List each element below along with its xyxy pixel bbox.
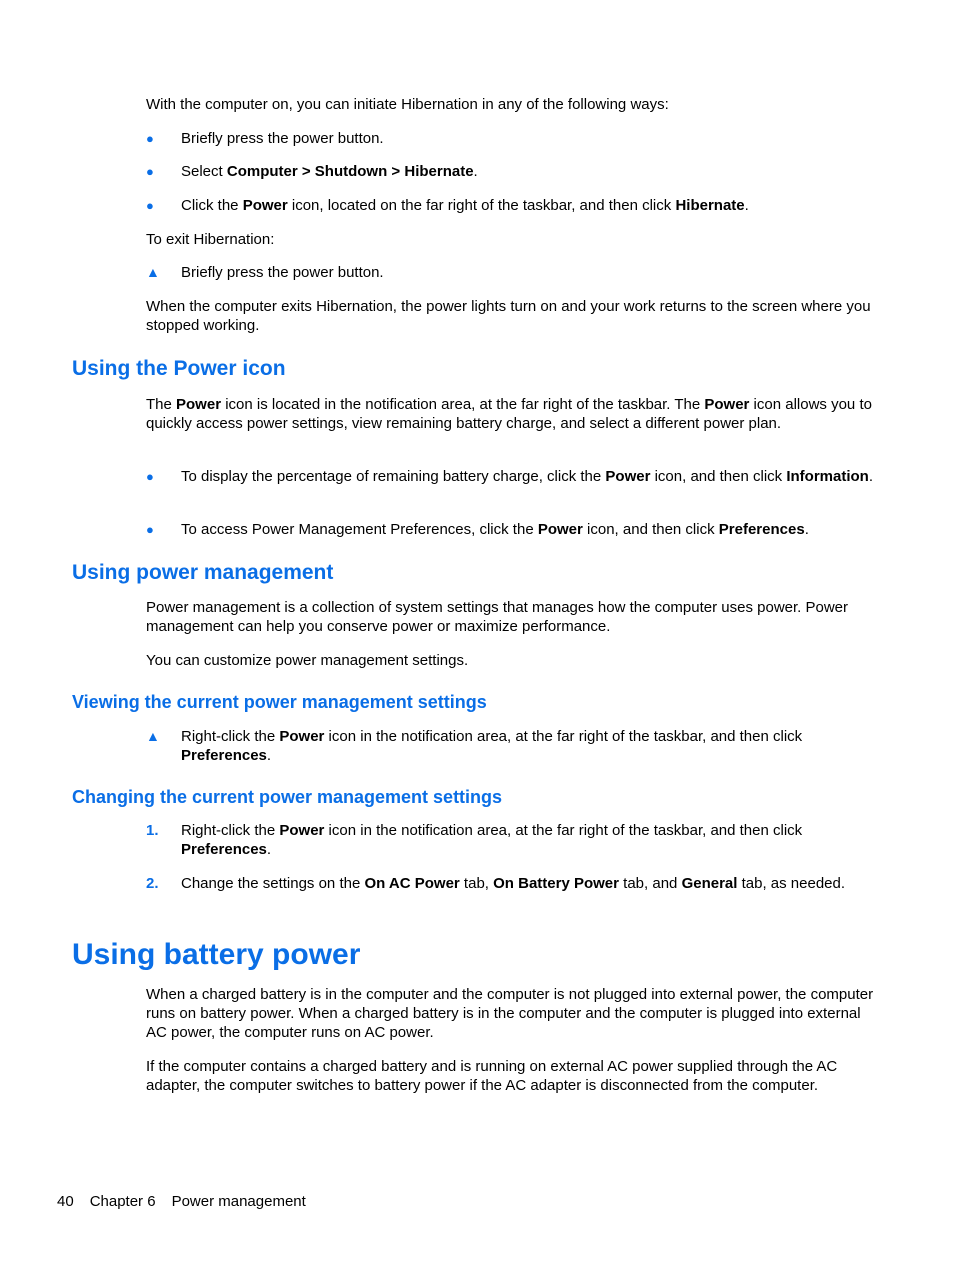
step-text: Right-click the Power icon in the notification area, at the far right of the taskbar, and then click Preferences.	[181, 822, 803, 858]
exit-result-paragraph: When the computer exits Hibernation, the power lights turn on and your work returns to the screen where you stopped working.	[146, 298, 871, 334]
exit-intro: To exit Hibernation:	[146, 231, 275, 248]
bullet-marker: ●	[146, 164, 154, 179]
list-item-text: To access Power Management Preferences, click the Power icon, and then click Preferences.	[181, 521, 809, 538]
list-item-text: Click the Power icon, located on the far right of the taskbar, and then click Hibernate.	[181, 197, 749, 214]
subsection-heading-changing: Changing the current power management settings	[72, 787, 503, 807]
list-item-text: Select Computer > Shutdown > Hibernate.	[181, 163, 478, 180]
power-management-paragraph: Power management is a collection of system settings that manages how the computer uses power. Power management can help you conserve power or maximize performance.	[146, 599, 849, 635]
bullet-marker: ●	[146, 131, 154, 146]
chapter-heading-battery-power: Using battery power	[72, 938, 361, 971]
battery-paragraph-2: If the computer contains a charged battery and is running on external AC power supplied through the AC adapter, the computer switches to battery power if the AC adapter is disconnected from the computer.	[146, 1058, 838, 1094]
footer-chapter-title: Power management	[171, 1193, 306, 1210]
bullet-marker: ●	[146, 522, 154, 537]
page-number: 40	[57, 1193, 74, 1210]
page-footer	[57, 1192, 322, 1211]
intro-paragraph: With the computer on, you can initiate Hibernation in any of the following ways:	[146, 96, 669, 113]
step-number: 1.	[146, 822, 159, 839]
list-item-text: To display the percentage of remaining battery charge, click the Power icon, and then click Information.	[181, 468, 874, 485]
battery-paragraph-1: When a charged battery is in the computer and the computer is not plugged into external power, the computer runs on battery power. When a charged battery is in the computer and the computer is plugged into external AC power, the computer runs on AC power.	[146, 986, 874, 1041]
customize-paragraph: You can customize power management settings.	[146, 652, 469, 669]
bullet-marker: ●	[146, 198, 154, 213]
step-text: Right-click the Power icon in the notification area, at the far right of the taskbar, and then click Preferences.	[181, 728, 803, 764]
footer-chapter: Chapter 6	[89, 1193, 156, 1210]
step-triangle-icon: ▲	[146, 264, 160, 280]
step-text: Change the settings on the On AC Power tab, On Battery Power tab, and General tab, as needed.	[181, 875, 846, 892]
step-text: Briefly press the power button.	[181, 264, 384, 281]
section-heading-power-management: Using power management	[72, 561, 334, 584]
step-triangle-icon: ▲	[146, 728, 160, 744]
list-item-text: Briefly press the power button.	[181, 130, 384, 147]
bullet-marker: ●	[146, 469, 154, 484]
step-number: 2.	[146, 875, 159, 892]
power-icon-paragraph: The Power icon is located in the notification area, at the far right of the taskbar. The Power icon allows you to quickly access power settings, view remaining battery charge, and select a different power plan.	[146, 396, 872, 432]
subsection-heading-viewing: Viewing the current power management settings	[72, 692, 487, 712]
section-heading-power-icon: Using the Power icon	[72, 357, 286, 380]
